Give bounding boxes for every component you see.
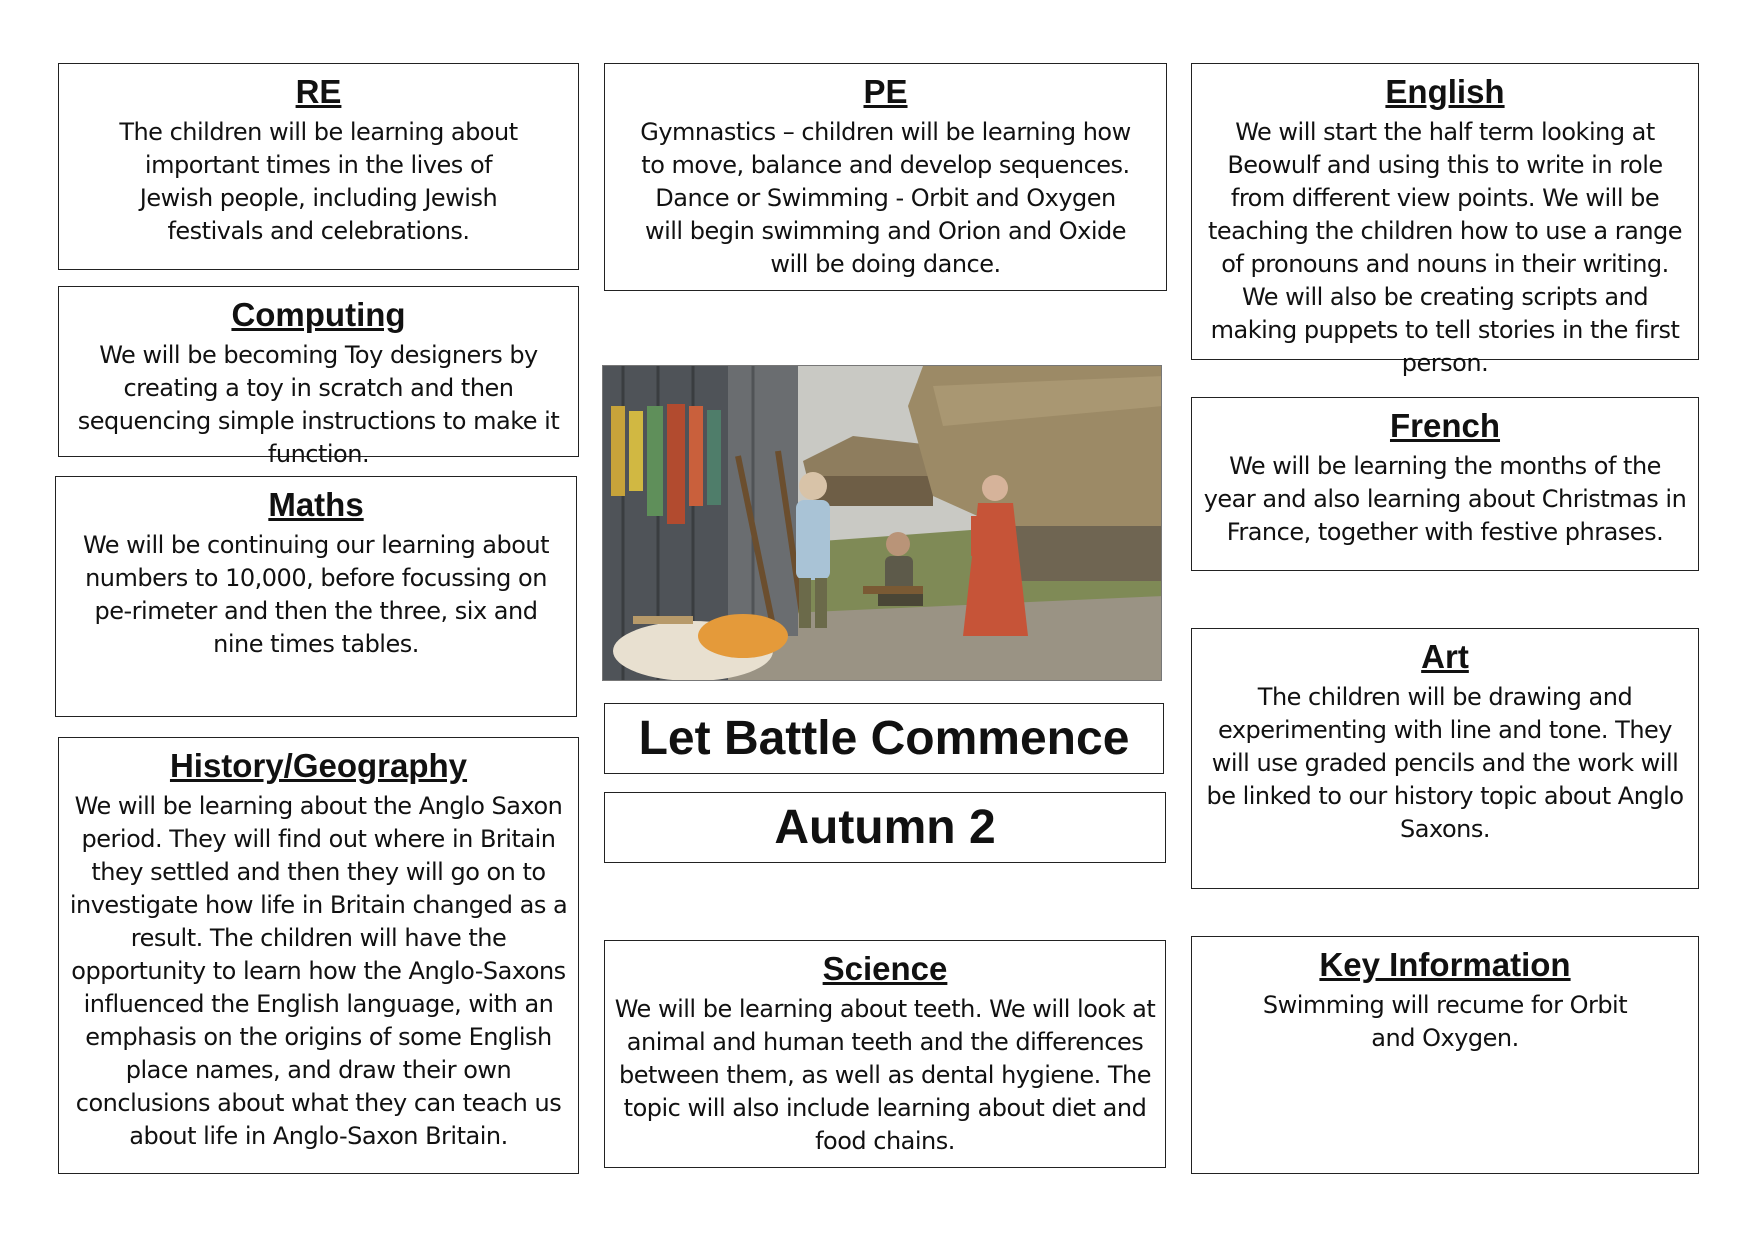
computing-panel [58,286,579,469]
key-information-panel [1191,936,1699,1174]
art-panel [1191,628,1699,889]
english-title: English [1385,73,1505,110]
maths-panel [55,476,577,717]
history-geography-text: We will be learning about the Anglo Saxon period. They will find out where in Britain they settled and then they will go on to investigate how life in Britain changed as a result. The children will have the opportunity to learn how the Anglo-Saxons influenced the English language, with an emphasis on the origins of some English place names, and draw their own conclusions about what they can teach us about life in Anglo-Saxon Britain. [69,792,568,1151]
french-title: French [1389,407,1501,444]
science-text: We will be learning about teeth. We will look at animal and human teeth and the differences between them, as well as dental hygiene. The topic will also include learning about diet and food chains. [614,995,1156,1156]
term-title: Autumn 2 [774,800,996,854]
maths-text: We will be continuing our learning about numbers to 10,000, before focussing on pe-rimeter and then the three, six and nine times tables. [82,531,550,659]
pe-title: PE [863,73,908,110]
art-text: The children will be drawing and experimenting with line and tone. They will use graded pencils and the work will be linked to our history topic about Anglo Saxons. [1206,683,1684,844]
key-information-title: Key Information [1319,946,1571,983]
science-title: Science [822,950,948,987]
science-panel [604,940,1166,1168]
french-text: We will be learning the months of the year and also learning about Christmas in France, together with festive phrases. [1203,452,1687,547]
pe-text-gymnastics: Gymnastics – children will be learning how to move, balance and develop sequences. [640,118,1131,180]
re-panel [58,63,579,270]
computing-text: We will be becoming Toy designers by creating a toy in scratch and then sequencing simple instructions to make it function. [77,341,560,469]
key-information-text: Swimming will recume for Orbit and Oxygen. [1262,991,1628,1053]
english-panel [1191,63,1699,378]
topic-title: Let Battle Commence [638,711,1130,765]
art-title: Art [1421,638,1469,675]
english-text: We will start the half term looking at Beowulf and using this to write in role from different view points. We will be teaching the children how to use a range of pronouns and nouns in their writing. We will also be creating scripts and making puppets to tell stories in the first person. [1207,118,1683,378]
french-panel [1191,397,1699,571]
pe-panel [604,63,1167,291]
pe-text-dance-swimming: Dance or Swimming - Orbit and Oxygen will begin swimming and Orion and Oxide will be doing dance. [644,184,1127,279]
maths-title: Maths [268,486,364,523]
history-geography-panel [58,737,579,1174]
re-text: The children will be learning about important times in the lives of Jewish people, including Jewish festivals and celebrations. [119,118,518,246]
computing-title: Computing [231,296,406,333]
topic-title-banner [604,703,1164,774]
anglo-saxon-village-photo [602,365,1162,681]
re-title: RE [295,73,342,110]
term-banner [604,792,1166,863]
history-geography-title: History/Geography [169,747,468,784]
